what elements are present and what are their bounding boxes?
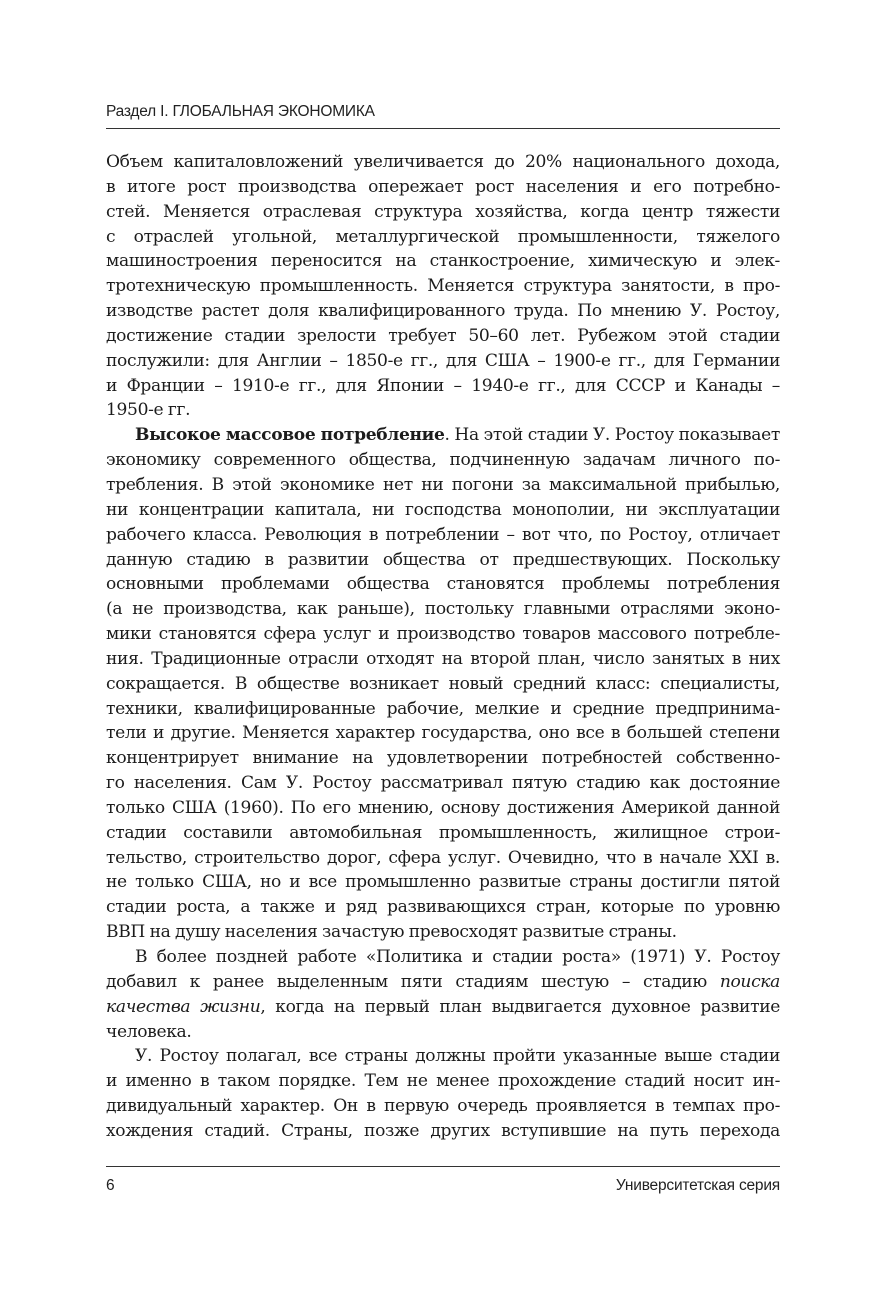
- text-line: только США (1960). По его мнению, основу достижения Америкой данной: [106, 797, 780, 818]
- text-line: го населения. Сам У. Ростоу рассматривал пятую стадию как достояние: [106, 773, 780, 794]
- page-number: 6: [106, 1177, 115, 1194]
- text-run: , когда на первый план выдвигается духовное развитие: [260, 996, 780, 1017]
- text-line: и именно в таком порядке. Тем не менее прохождение стадий носит ин-: [106, 1071, 780, 1092]
- text-run: . На этой стадии У. Ростоу показывает: [444, 425, 781, 446]
- term-heading: Высокое массовое потребление: [135, 425, 445, 446]
- running-head: Раздел I. ГЛОБАЛЬНАЯ ЭКОНОМИКА: [106, 103, 375, 120]
- text-line: [106, 423, 780, 448]
- text-line: тельство, строительство дорог, сфера услуг. Очевидно, что в начале XXI в.: [106, 847, 780, 868]
- text-line: техники, квалифицированные рабочие, мелкие и средние предпринима-: [106, 698, 780, 719]
- text-line: с отраслей угольной, металлургической промышленности, тяжелого: [106, 226, 780, 247]
- text-line: основными проблемами общества становятся проблемы потребления: [106, 574, 780, 595]
- italic-term: поиска: [719, 971, 780, 992]
- text-line: сокращается. В обществе возникает новый средний класс: специалисты,: [106, 673, 780, 694]
- text-line: машиностроения переносится на станкостроение, химическую и элек-: [106, 251, 780, 272]
- text-line: [106, 970, 780, 995]
- text-line: не только США, но и все промышленно развитые страны достигли пятой: [106, 872, 780, 893]
- text-line: стадии роста, а также и ряд развивающихся стран, которые по уровню: [106, 897, 780, 918]
- text-line: экономику современного общества, подчиненную задачам личного по-: [106, 450, 780, 471]
- series-title: Университетская серия: [615, 1177, 780, 1194]
- italic-term: качества жизни: [106, 996, 261, 1017]
- footer-rule: [106, 1166, 780, 1167]
- text-line: ния. Традиционные отрасли отходят на второй план, число занятых в них: [106, 648, 780, 669]
- text-line: стей. Меняется отраслевая структура хозяйства, когда центр тяжести: [106, 201, 780, 222]
- text-line: [106, 995, 780, 1020]
- text-line: В более поздней работе «Политика и стадии роста» (1971) У. Ростоу: [135, 947, 780, 967]
- text-line: тели и другие. Меняется характер государства, оно все в большей степени: [106, 723, 780, 744]
- text-line: ВВП на душу населения зачастую превосходят развитые страны.: [106, 922, 677, 943]
- text-line: тротехническую промышленность. Меняется структура занятости, в про-: [106, 276, 780, 297]
- text-line: рабочего класса. Революция в потреблении – вот что, по Ростоу, отличает: [106, 524, 780, 545]
- text-line: изводстве растет доля квалифицированного труда. По мнению У. Ростоу,: [106, 301, 780, 322]
- text-line: У. Ростоу полагал, все страны должны пройти указанные выше стадии: [135, 1046, 780, 1067]
- text-line: концентрирует внимание на удовлетворении потребностей собственно-: [106, 748, 780, 769]
- text-line: мики становятся сфера услуг и производство товаров массового потребле-: [106, 624, 780, 645]
- text-line: ни концентрации капитала, ни господства монополии, ни эксплуатации: [106, 499, 780, 520]
- text-line: 1950-е гг.: [106, 400, 191, 421]
- main-text: [106, 150, 780, 1144]
- text-line: стадии составили автомобильная промышленность, жилищное строи-: [106, 822, 780, 843]
- text-line: дивидуальный характер. Он в первую очередь проявляется в темпах про-: [106, 1096, 780, 1117]
- text-line: (а не производства, как раньше), постольку главными отраслями эконо-: [106, 599, 780, 620]
- header-rule: [106, 128, 780, 129]
- text-line: хождения стадий. Страны, позже других вступившие на путь перехода: [106, 1120, 780, 1141]
- text-line: в итоге рост производства опережает рост населения и его потребно-: [106, 176, 780, 197]
- text-line: и Франции – 1910-е гг., для Японии – 1940-е гг., для СССР и Канады –: [106, 375, 780, 396]
- text-line: послужили: для Англии – 1850-е гг., для США – 1900-е гг., для Германии: [106, 350, 780, 371]
- text-line: Объем капиталовложений увеличивается до 20% национального дохода,: [106, 152, 780, 172]
- text-line: данную стадию в развитии общества от предшествующих. Поскольку: [106, 549, 780, 570]
- text-run: добавил к ранее выделенным пяти стадиям шестую – стадию: [106, 971, 720, 992]
- text-line: требления. В этой экономике нет ни погони за максимальной прибылью,: [106, 474, 780, 495]
- text-line: достижение стадии зрелости требует 50–60 лет. Рубежом этой стадии: [106, 325, 780, 346]
- text-line: человека.: [106, 1021, 192, 1042]
